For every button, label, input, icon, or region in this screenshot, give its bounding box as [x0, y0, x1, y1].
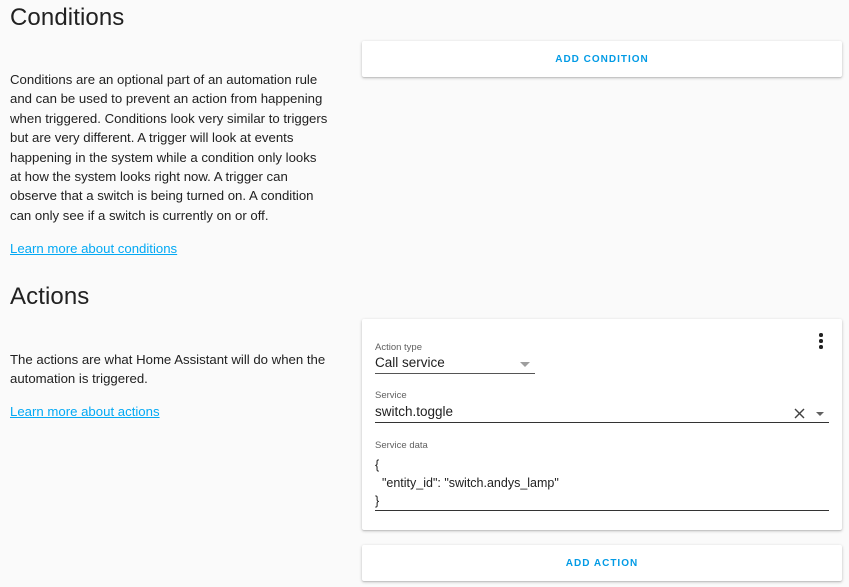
actions-description: The actions are what Home Assistant will do when the automation is triggered. [10, 352, 326, 387]
action-type-label: Action type [375, 342, 422, 353]
service-data-label: Service data [375, 440, 428, 451]
action-card [362, 319, 842, 530]
add-action-card [362, 545, 842, 581]
action-type-value: Call service [375, 355, 445, 370]
service-input[interactable]: switch.toggle [375, 404, 454, 419]
add-condition-card [362, 41, 842, 77]
service-data-line-1: { [375, 458, 380, 472]
conditions-description: Conditions are an optional part of an automation rule and can be used to prevent an action from happening when triggered. Conditions look very similar to triggers but are very different. A trigger will look at events happening in the system while a condition only looks at how the system looks right now. A trigger can observe that a switch is being turned on. A condition can only see if a switch is currently on or off. [10, 72, 328, 223]
close-icon[interactable] [794, 408, 805, 419]
service-label: Service [375, 390, 407, 401]
caret-down-icon[interactable] [816, 412, 824, 417]
dots-vertical-icon[interactable] [818, 333, 824, 349]
service-data-line-3: } [375, 494, 380, 508]
add-condition-button[interactable]: ADD CONDITION [555, 53, 649, 65]
add-action-button[interactable]: ADD ACTION [565, 557, 639, 569]
conditions-title: Conditions [10, 4, 125, 31]
learn-more-conditions-link[interactable]: Learn more about conditions [10, 241, 178, 256]
learn-more-actions-link[interactable]: Learn more about actions [10, 404, 160, 419]
caret-down-icon[interactable] [520, 362, 530, 368]
actions-title: Actions [10, 283, 90, 310]
service-data-line-2: "entity_id": "switch.andys_lamp" [375, 476, 559, 490]
